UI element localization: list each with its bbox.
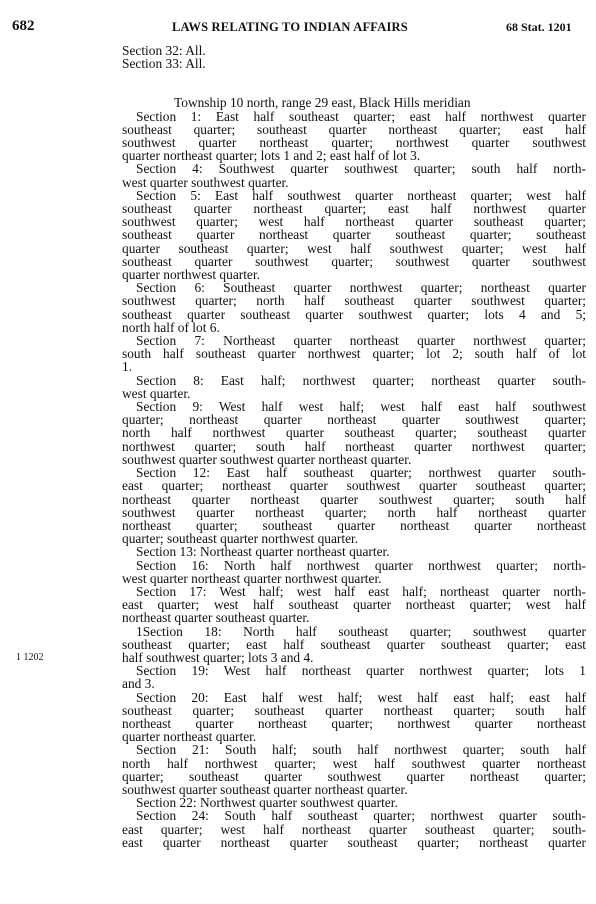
text-line: southeast quarter northeast quarter southeast quarter; southeast — [122, 227, 586, 243]
text-line: north half northwest quarter southeast quarter; southeast quarter — [122, 425, 586, 441]
text-line: west quarter. — [122, 385, 191, 401]
text-line: northwest quarter; south half northeast quarter northwest quarter; — [122, 438, 586, 454]
text-line: southwest quarter northeast quarter; northwest quarter southwest — [122, 135, 586, 151]
page-number: 682 — [12, 18, 35, 34]
text-line: Section 6: Southeast quarter northwest quarter; northeast quarter — [136, 280, 586, 296]
text-line: half southwest quarter; lots 3 and 4. — [122, 649, 314, 665]
text-line: Section 1: East half southeast quarter; east half northwest quarter — [136, 108, 586, 124]
text-line: 1. — [122, 359, 133, 375]
text-line: southwest quarter; west half northeast quarter southeast quarter; — [122, 214, 586, 230]
text-line: west quarter northeast quarter northwest quarter. — [122, 570, 382, 586]
text-line: southeast quarter northeast quarter; east half northwest quarter — [122, 201, 586, 217]
section-line: Section 32: All. — [122, 43, 206, 58]
text-line: quarter northeast quarter; lots 1 and 2; east half of lot 3. — [122, 148, 421, 164]
text-line: Section 20: East half west half; west half east half; east half — [136, 689, 586, 705]
section-line: Section 33: All. — [122, 56, 206, 72]
text-line: Section 17: West half; west half east half; northeast quarter north- — [136, 583, 586, 599]
text-line: east quarter northeast quarter southeast quarter; northeast quarter — [122, 834, 586, 850]
text-line: 1Section 18: North half southeast quarter; southwest quarter — [136, 623, 586, 639]
text-line: southeast quarter; east half southeast quarter southeast quarter; east — [122, 636, 586, 652]
text-line: quarter; southeast quarter southwest quarter northeast quarter; — [122, 768, 586, 784]
text-line: quarter northeast quarter. — [122, 729, 257, 745]
text-line: quarter northwest quarter. — [122, 267, 260, 283]
text-line: and 3. — [122, 676, 155, 692]
text-line: Section 9: West half west half; west half east half southwest — [136, 399, 586, 415]
text-line: Section 24: South half southeast quarter; northwest quarter south- — [136, 808, 586, 824]
document-body — [122, 44, 586, 849]
text-line: Section 5: East half southwest quarter northeast quarter; west half — [136, 187, 586, 203]
margin-page-note: 1 1202 — [16, 652, 44, 663]
text-line: Section 19: West half northeast quarter northwest quarter; lots 1 — [136, 663, 586, 679]
text-line: quarter; southeast quarter northwest quarter. — [122, 531, 359, 547]
township-heading: Township 10 north, range 29 east, Black Hills meridian — [174, 95, 471, 111]
text-line: southwest quarter southwest quarter northeast quarter. — [122, 451, 412, 467]
text-line: southwest quarter northeast quarter; north half northeast quarter — [122, 504, 586, 520]
text-line: Section 12: East half southeast quarter; northwest quarter south- — [136, 465, 586, 481]
text-line: Section 16: North half northwest quarter northwest quarter; north- — [136, 557, 586, 573]
text-line: Section 4: Southwest quarter southwest quarter; south half north- — [136, 161, 586, 177]
text-line: southwest quarter southeast quarter northeast quarter. — [122, 781, 408, 797]
text-line: north half northwest quarter; west half southwest quarter northeast — [122, 755, 586, 771]
text-line: south half southeast quarter northwest quarter; lot 2; south half of lot — [122, 346, 586, 362]
text-line: northeast quarter northeast quarter; northwest quarter northeast — [122, 715, 586, 731]
text-line: Section 7: Northeast quarter northeast quarter northwest quarter; — [136, 333, 586, 349]
text-line: east quarter; west half northeast quarter southeast quarter; south- — [122, 821, 586, 837]
text-line: northeast quarter northeast quarter southwest quarter; south half — [122, 491, 586, 507]
running-head: LAWS RELATING TO INDIAN AFFAIRS — [172, 20, 408, 34]
statute-citation: 68 Stat. 1201 — [506, 20, 572, 34]
text-line: Section 22: Northwest quarter southwest quarter. — [136, 795, 398, 811]
text-line: east quarter; west half southeast quarter northeast quarter; west half — [122, 597, 586, 613]
text-line: Section 13: Northeast quarter northeast quarter. — [136, 544, 390, 560]
text-line: southwest quarter; north half southeast quarter southwest quarter; — [122, 293, 586, 309]
text-line: southeast quarter southeast quarter southwest quarter; lots 4 and 5; — [122, 306, 586, 322]
text-line: Section 21: South half; south half northwest quarter; south half — [136, 742, 586, 758]
text-line: southeast quarter; southeast quarter northeast quarter; east half — [122, 121, 586, 137]
text-line: northeast quarter; southeast quarter northeast quarter northeast — [122, 517, 586, 533]
text-line: southeast quarter southwest quarter; southwest quarter southwest — [122, 253, 586, 269]
text-line: southeast quarter; southeast quarter northeast quarter; south half — [122, 702, 586, 718]
land-description-text — [122, 110, 586, 849]
text-line: quarter southeast quarter; west half southwest quarter; west half — [122, 240, 586, 256]
text-line: north half of lot 6. — [122, 319, 220, 335]
text-line: Section 8: East half; northwest quarter; northeast quarter south- — [136, 372, 586, 388]
text-line: northeast quarter southeast quarter. — [122, 610, 310, 626]
spacer — [122, 70, 586, 96]
text-line: quarter; northeast quarter northeast quarter southwest quarter; — [122, 412, 586, 428]
text-line: east quarter; northeast quarter southwest quarter southeast quarter; — [122, 478, 586, 494]
text-line: west quarter southwest quarter. — [122, 174, 289, 190]
